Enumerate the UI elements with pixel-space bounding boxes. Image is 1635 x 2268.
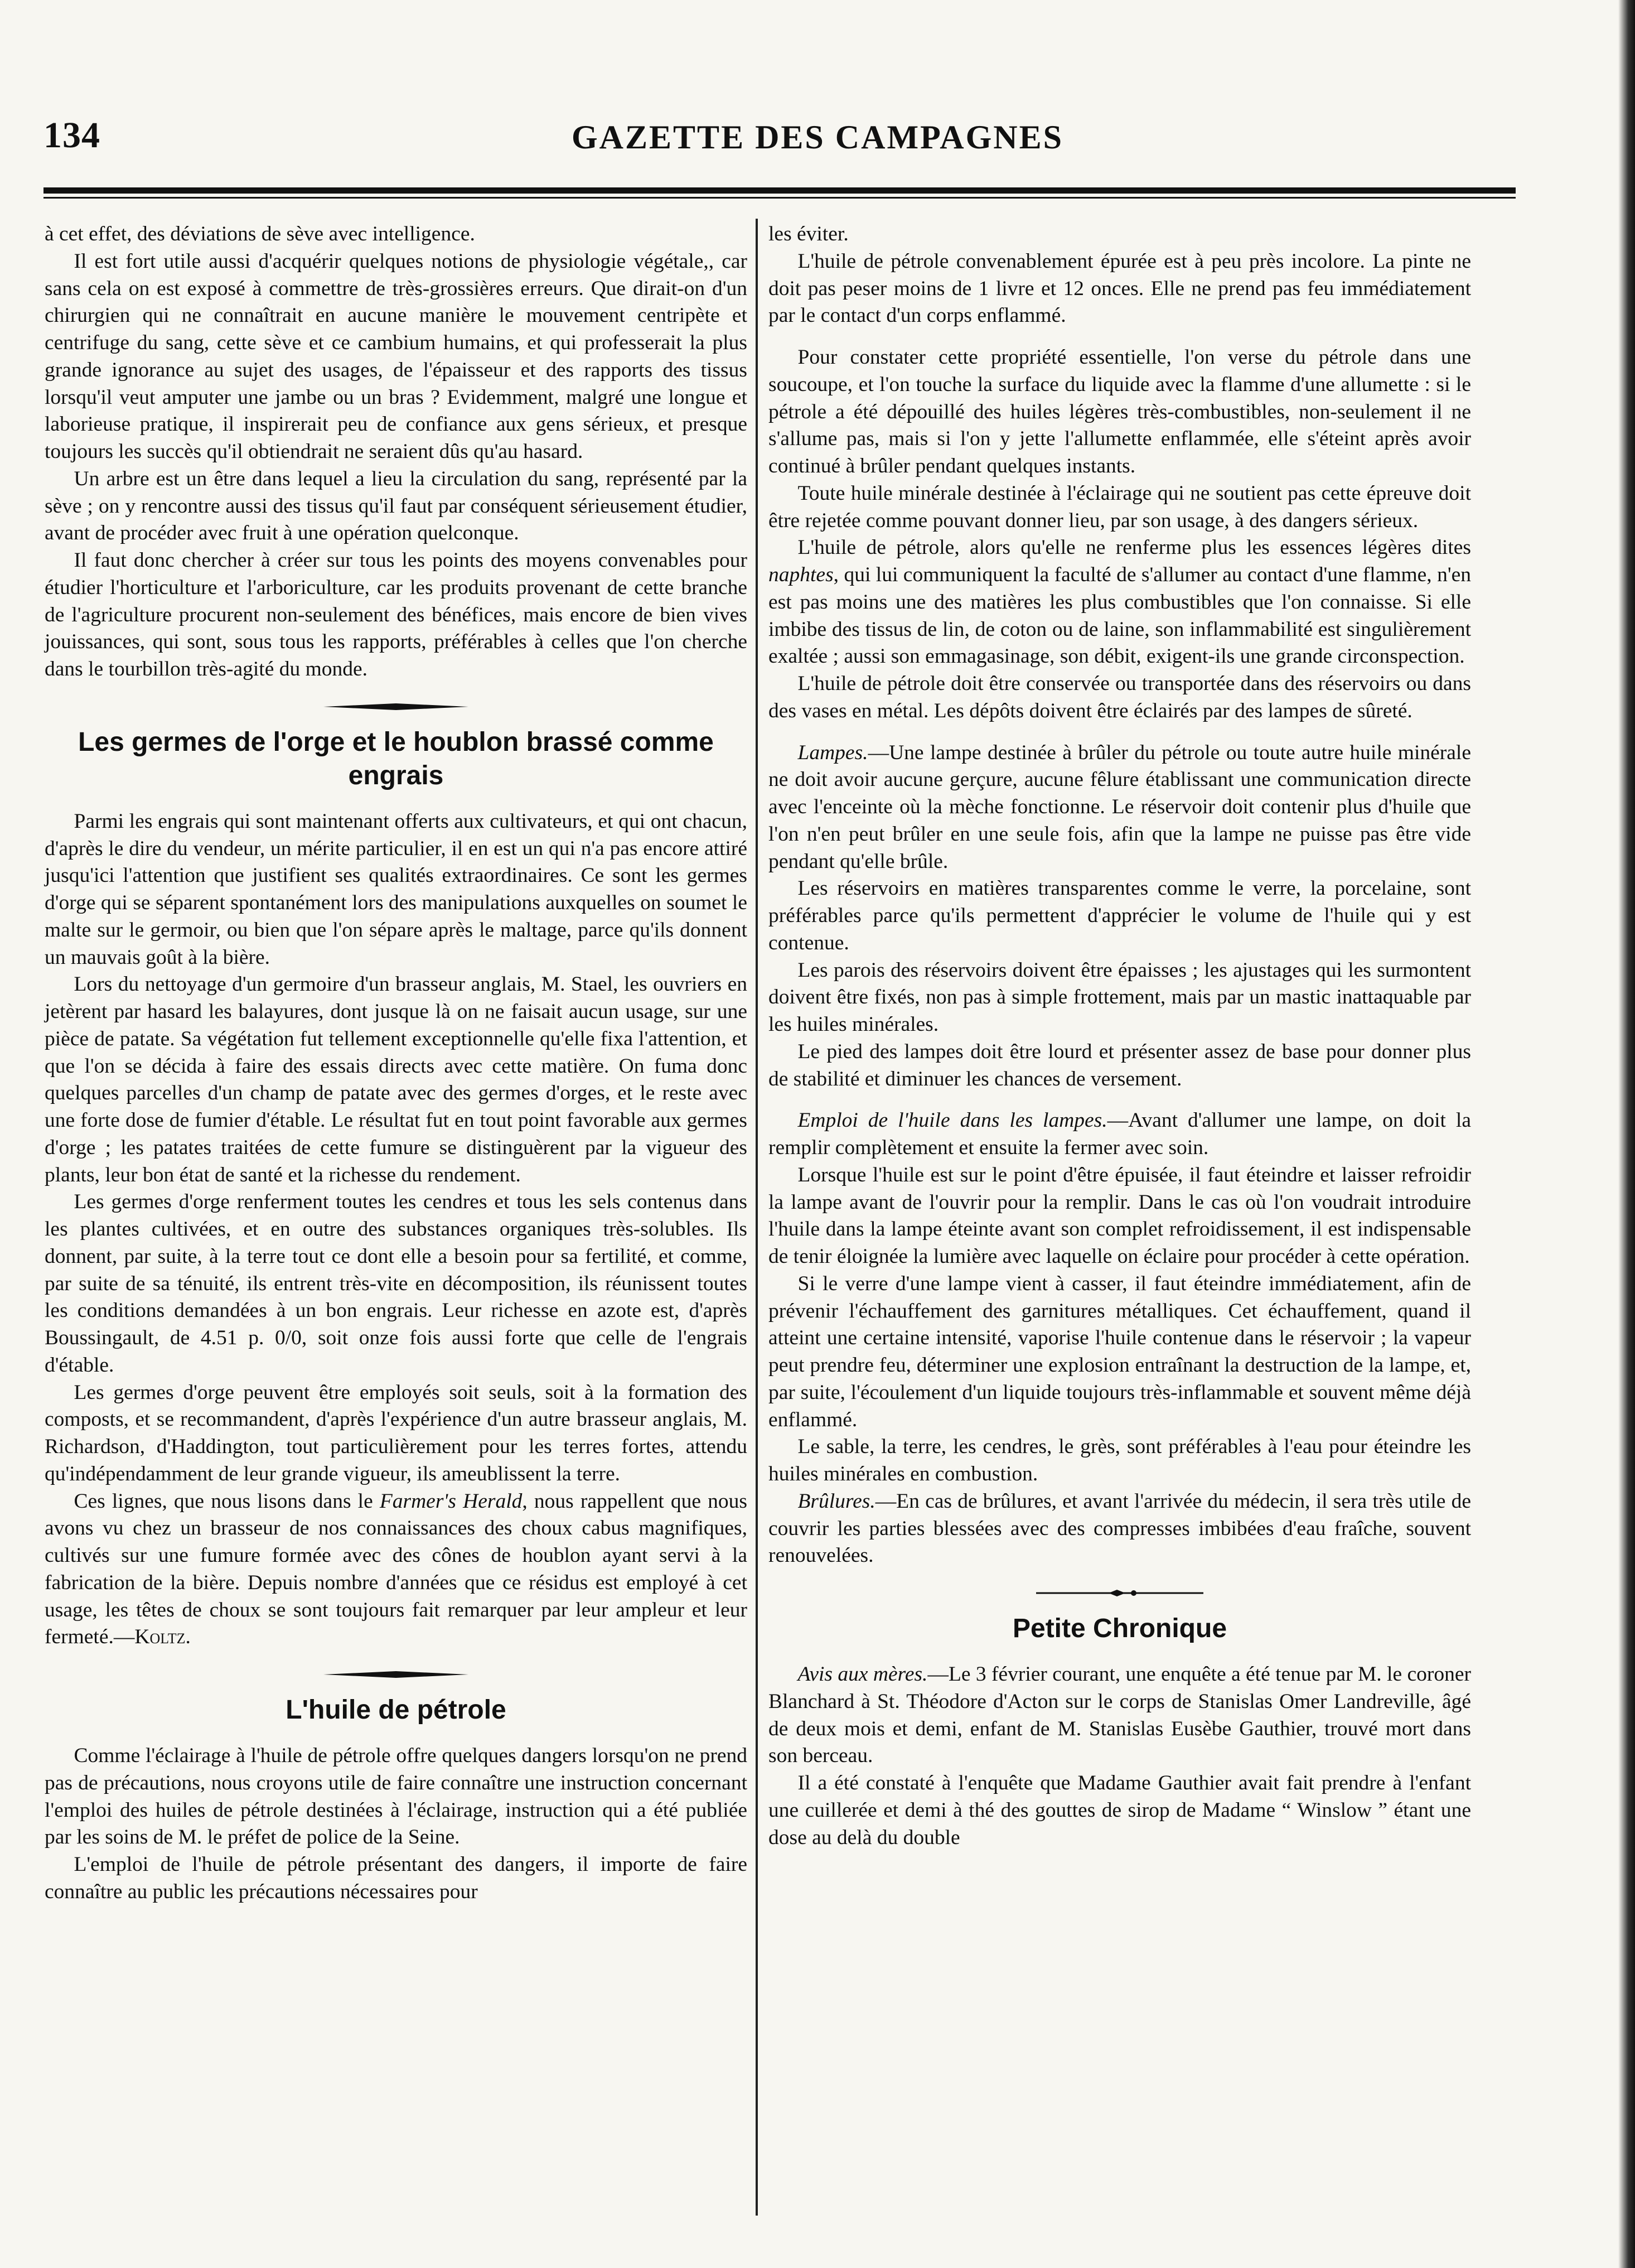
section-divider-ornament [1036, 1589, 1203, 1598]
author-signature: Koltz. [134, 1625, 191, 1649]
paragraph-avis [768, 1661, 1471, 1770]
left-column [45, 221, 747, 1906]
paragraph: Lorsque l'huile est sur le point d'être épuisée, il faut éteindre et laisser refroidir la lampe avant de l'ouvrir pour la remplir. Dans le cas où l'on voudrait introduire l'huile dans la lampe éteinte avant son complet refroidissement, il est indispensable de tenir éloignée la lumière avec laquelle on éclaire pour procéder à cette opération. [768, 1163, 1471, 1268]
paragraph: L'huile de pétrole convenablement épurée est à peu près incolore. La pinte ne doit pas peser moins de 1 livre et 12 onces. Elle ne prend pas feu immédiatement par le contact d'un corps enflammé. [768, 249, 1471, 327]
paragraph: L'huile de pétrole doit être conservée ou transportée dans des réservoirs ou dans des vases en métal. Les dépôts doivent être éclairés par des lampes de sûreté. [768, 672, 1471, 722]
paragraph: Il a été constaté à l'enquête que Madame Gauthier avait fait prendre à l'enfant une cuillerée et demi à thé des gouttes de sirop de Madame “ Winslow ” étant une dose au delà du double [768, 1772, 1471, 1849]
column-divider-rule [756, 219, 758, 2216]
paragraph: à cet effet, des déviations de sève avec intelligence. [45, 223, 475, 245]
section-title-petite-chronique: Petite Chronique [1012, 1614, 1227, 1643]
paragraph: Il faut donc chercher à créer sur tous les points des moyens convenables pour étudier l'horticulture et l'arboriculture, car les produits provenant de cette branche de l'agriculture procurent non-seulement des bénéfices, mais encore de bien vives jouissances, qui sont, sous tous les rapports, préférables à celles que l'on cherche dans le tourbillon très-agité du monde. [45, 549, 747, 681]
text-run: —En cas de brûlures, et avant l'arrivée du médecin, il sera très utile de couvrir les parties blessées avec des compresses imbibées d'eau fraîche, souvent renouvelées. [768, 1489, 1471, 1567]
header-rule-thin [43, 197, 1516, 199]
right-column [768, 221, 1471, 1851]
paragraph: Les germes d'orge peuvent être employés soit seuls, soit à la formation des composts, et se recommandent, d'après l'expérience d'un autre brasseur anglais, M. Richardson, d'Haddington, tout particulièrement pour les terres fortes, attendu qu'indépendamment de leur grande vigueur, ils ameublissent la terre. [45, 1381, 747, 1485]
paragraph: Comme l'éclairage à l'huile de pétrole offre quelques dangers lorsqu'on ne prend pas de précautions, nous croyons utile de faire connaître une instruction concernant l'emploi des huiles de pétrole destinées à l'éclairage, instruction qui a été publiée par les soins de M. le préfet de police de la Seine. [45, 1744, 747, 1849]
running-head-title: GAZETTE DES CAMPAGNES [571, 119, 1064, 156]
text-run: —Le 3 février courant, une enquête a été tenue par M. le coroner Blanchard à St. Théodore d'Acton sur le corps de Stanislas Omer Landreville, âgé de deux mois et demi, enfant de M. Stanislas Eusèbe Gauthier, trouvé mort dans son berceau. [768, 1663, 1471, 1768]
paragraph: Le pied des lampes doit être lourd et présenter assez de base pour donner plus de stabilité et diminuer les chances de versement. [768, 1040, 1471, 1090]
paragraph: Pour constater cette propriété essentielle, l'on verse du pétrole dans une soucoupe, et l'on touche la surface du liquide avec la flamme d'une allumette : si le pétrole a été dépouillé des huiles légères très-combustibles, non-seulement il ne s'allume pas, mais si l'on y jette l'allumette enflammée, elle s'éteint après avoir continué à brûler pendant quelques instants. [768, 346, 1471, 477]
section-title-huile-petrole: L'huile de pétrole [286, 1695, 506, 1725]
paragraph: Un arbre est un être dans lequel a lieu la circulation du sang, représenté par la sève ; on y rencontre aussi des tissus qu'il faut par conséquent sérieusement étudier, avant de procéder avec fruit à une opération quelconque. [45, 467, 747, 545]
paragraph-farmers-herald [45, 1488, 747, 1652]
subhead-brulures: Brûlures. [797, 1489, 875, 1513]
paragraph: Parmi les engrais qui sont maintenant offerts aux cultivateurs, et qui ont chacun, d'après le dire du vendeur, un mérite particulier, il en est un qui n'a pas encore attiré jusqu'ici l'attention que justifient ses qualités extraordinaires. Ce sont les germes d'orge qui se séparent spontanément lors des manipulations auxquelles on soumet le malte sur le germoir, ou bien que l'on sépare après le maltage, parce qu'ils donnent un mauvais goût à la bière. [45, 809, 747, 969]
paragraph-naphtes [768, 534, 1471, 670]
text-run: , qui lui communiquent la faculté de s'allumer au contact d'une flamme, n'en est pas moins une des matières les plus combustibles que l'on connaisse. Si elle imbibe des tissus de lin, de coton ou de laine, son inflammabilité est singulièrement exaltée ; aussi son emmagasinage, son débit, exigent-ils une grande circonspection. [768, 563, 1471, 668]
text-run: —Avant d'allumer une lampe, on doit la remplir complètement et ensuite la fermer avec soin. [768, 1109, 1471, 1159]
paragraph: L'emploi de l'huile de pétrole présentant des dangers, il importe de faire connaître au public les précautions nécessaires pour [45, 1853, 747, 1903]
paragraph: Toute huile minérale destinée à l'éclairage qui ne soutient pas cette épreuve doit être rejetée comme pouvant donner lieu, par son usage, à des dangers sérieux. [768, 481, 1471, 532]
subhead-avis: Avis aux mères. [797, 1663, 928, 1686]
paragraph: Les réservoirs en matières transparentes comme le verre, la porcelaine, sont préférables parce qu'ils permettent d'apprécier le volume de l'huile qui y est contenue. [768, 877, 1471, 954]
page-edge-shadow [1618, 0, 1635, 2268]
paragraph: les éviter. [768, 223, 849, 245]
header-rule-thick [43, 187, 1516, 194]
text-run: L'huile de pétrole, alors qu'elle ne renferme plus les essences légères dites [797, 536, 1471, 559]
section-divider-ornament [323, 702, 468, 711]
page-number: 134 [43, 115, 100, 156]
paragraph: Le sable, la terre, les cendres, le grès, sont préférables à l'eau pour éteindre les huiles minérales en combustion. [768, 1435, 1471, 1485]
paragraph: Les germes d'orge renferment toutes les cendres et tous les sels contenus dans les plantes cultivées, et en outre des substances organiques très-solubles. Ils donnent, par suite, à la terre tout ce dont elle a besoin pour sa fertilité, et comme, par suite de sa ténuité, ils entrent très-vite en décomposition, ils réunissent toutes les conditions demandées à un bon engrais. Leur richesse en azote est, d'après Boussingault, de 4.51 p. 0/0, soit onze fois aussi forte que celle de l'engrais d'étable. [45, 1190, 747, 1377]
italic-term: naphtes [768, 563, 834, 586]
text-run: —Une lampe destinée à brûler du pétrole ou toute autre huile minérale ne doit avoir aucune gerçure, aucune fêlure établissant une communication directe avec l'enceinte où la mèche fonctionne. Le réservoir doit contenir plus d'huile que l'on n'en peut brûler en une seule fois, afin que la lampe ne puisse pas être vide pendant qu'elle brûle. [768, 741, 1471, 873]
paragraph: Il est fort utile aussi d'acquérir quelques notions de physiologie végétale,, car sans cela on est exposé à commettre de très-grossières erreurs. Que dirait-on d'un chirurgien qui ne connaîtrait en aucune manière le mouvement centripète et centrifuge du sang, cette sève et ce cambium humains, et qui professerait la plus grande ignorance au sujet des usages, de l'épaisseur et des rapports des tissus lorsqu'il veut amputer une jambe ou un bras ? Evidemment, malgré une longue et laborieuse pratique, il inspirerait peu de confiance aux gens sérieux, et presque toujours les succès qu'il obtiendrait ne seraient dûs qu'au hasard. [45, 249, 747, 463]
paragraph: Les parois des réservoirs doivent être épaisses ; les ajustages qui les surmontent doivent être fixés, non pas à simple frottement, mais par un mastic inattaquable par les huiles minérales. [768, 958, 1471, 1036]
paragraph-brulures [768, 1488, 1471, 1570]
paragraph: Lors du nettoyage d'un germoire d'un brasseur anglais, M. Stael, les ouvriers en jetèrent par hasard les balayures, dont jusque là on ne faisait aucun usage, sur une pièce de patate. Sa végétation fut tellement exceptionnelle qu'elle fixa l'attention, et que l'on se décida à faire des essais directs avec cette matière. On fuma donc quelques parcelles d'un champ de patate avec des germes d'orges, et le reste avec une forte dose de fumier d'étable. Le résultat fut en tout point favorable aux germes d'orge ; les patates traitées de cette fumure se distinguèrent par la vigueur des plants, leur bon état de santé et la richesse du rendement. [45, 973, 747, 1186]
text-run: , nous rappellent que nous avons vu chez un brasseur de nos connaissances des choux cabus magnifiques, cultivés sur une fumure formée avec des cônes de houblon ayant servi à la fabrication de la bière. Depuis nombre d'années que ce résidus est employé à cet usage, les têtes de choux se sont toujours fait remarquer par leur ampleur et leur fermeté.— [45, 1489, 747, 1649]
subhead-emploi: Emploi de l'huile dans les lampes. [797, 1109, 1107, 1132]
paragraph-lampes [768, 740, 1471, 876]
section-title-germes: Les germes de l'orge et le houblon brassé comme engrais [78, 727, 714, 790]
paragraph: Si le verre d'une lampe vient à casser, il faut éteindre immédiatement, afin de prévenir l'échauffement des garnitures métalliques. Cet échauffement, quand il atteint une certaine intensité, vaporise l'huile contenue dans le réservoir ; la vapeur peut prendre feu, déterminer une explosion entraînant la destruction de la lampe, et, par suite, l'écoulement d'un liquide toujours très-inflammable et souvent même déjà enflammé. [768, 1272, 1471, 1431]
subhead-lampes: Lampes. [797, 741, 868, 764]
paragraph-emploi [768, 1107, 1471, 1162]
publication-name: Farmer's Herald [379, 1489, 523, 1513]
text-run: Ces lignes, que nous lisons dans le [74, 1489, 380, 1513]
section-divider-ornament [323, 1670, 468, 1679]
